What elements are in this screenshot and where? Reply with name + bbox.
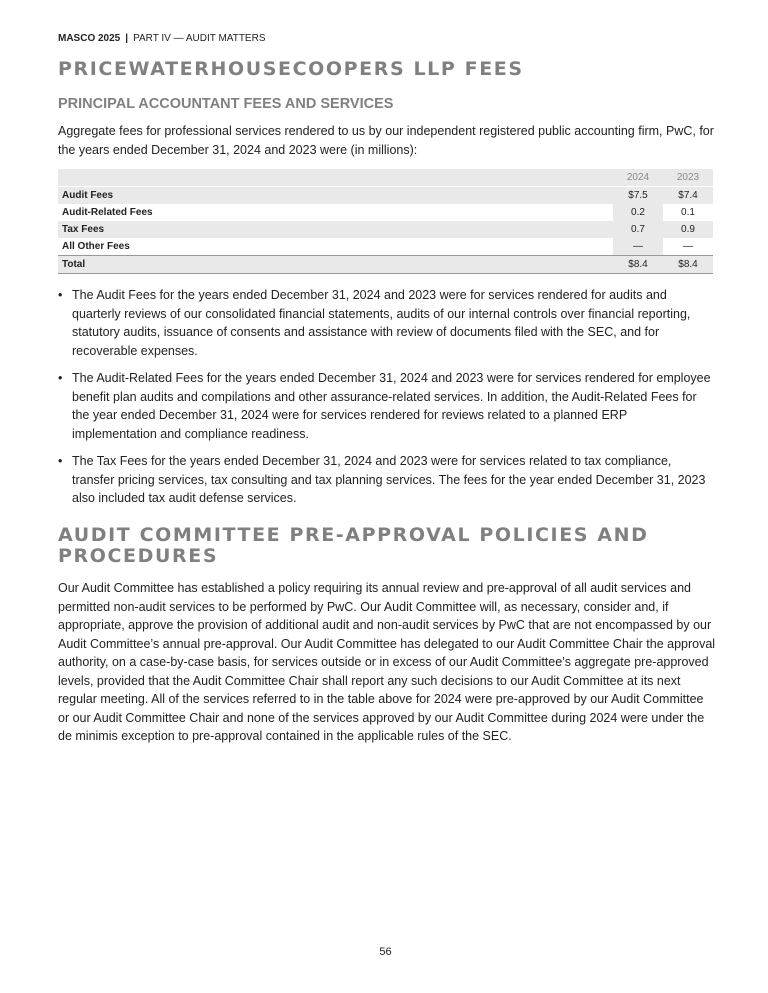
- bullet-marker: •: [58, 371, 63, 385]
- column-header-2023: 2023: [663, 169, 713, 187]
- fees-table: [58, 169, 713, 274]
- list-item: [58, 369, 713, 443]
- fees-section-title: PRICEWATERHOUSECOOPERS LLP FEES: [58, 58, 524, 80]
- fees-intro-paragraph: Aggregate fees for professional services rendered to us by our independent registered public accounting firm, PwC, for the years ended December 31, 2024 and 2023 were (in millions):: [58, 124, 714, 157]
- list-item: [58, 286, 713, 360]
- cell-2023: $7.4: [663, 187, 713, 205]
- row-label: Total: [58, 256, 613, 274]
- bullet-text: The Audit-Related Fees for the years ended December 31, 2024 and 2023 were for services rendered for employee benefit plan audits and compilations and other assurance-related services. In addition, the Audit-Related Fees for the year ended December 31, 2024 were for services rendered for reviews related to a planned ERP implementation and compliance readiness.: [72, 371, 711, 441]
- cell-2023: $8.4: [663, 256, 713, 274]
- fee-notes-list: [58, 286, 713, 517]
- table-row-tax-fees: [58, 221, 713, 238]
- cell-2023: —: [683, 241, 693, 252]
- cell-2024: $8.4: [613, 256, 663, 274]
- header-section: PART IV — AUDIT MATTERS: [133, 33, 266, 44]
- cell-2024: 0.7: [613, 221, 663, 238]
- table-row-all-other-fees: [58, 238, 713, 256]
- cell-2024: —: [613, 238, 663, 256]
- page-number: 56: [379, 946, 392, 958]
- table-row-audit-fees: [58, 187, 713, 205]
- bullet-marker: •: [58, 454, 63, 468]
- bullet-text: The Tax Fees for the years ended December 31, 2024 and 2023 were for services related to tax compliance, transfer pricing services, tax consulting and tax planning services. The fees for the year ended December 31, 2023 also included tax audit defense services.: [72, 454, 706, 505]
- list-item: [58, 452, 713, 508]
- fees-subheading: PRINCIPAL ACCOUNTANT FEES AND SERVICES: [58, 96, 394, 112]
- header-separator: |: [125, 33, 129, 44]
- row-label: Audit Fees: [58, 187, 613, 205]
- preapproval-paragraph: Our Audit Committee has established a policy requiring its annual review and pre-approval of all audit services and permitted non-audit services to be performed by PwC. Our Audit Committee will, as necessary, consider and, if appropriate, approve the provision of additional audit and non-audit services by PwC that are not encompassed by our Audit Committee’s annual pre-approval. Our Audit Committee has delegated to our Audit Committee Chair the approval authority, on a case-by-case basis, for services outside or in excess of our Audit Committee’s aggregate pre-approved levels, provided that the Audit Committee Chair shall report any such decisions to our Audit Committee at its next regular meeting. All of the services referred to in the table above for 2024 were pre-approved by our Audit Committee or our Audit Committee Chair and none of the services approved by our Audit Committee during 2024 were under the de minimis exception to pre-approval contained in the applicable rules of the SEC.: [58, 581, 716, 743]
- cell-2023: 0.1: [681, 207, 695, 218]
- cell-2024: 0.2: [613, 204, 663, 221]
- row-label: All Other Fees: [62, 241, 130, 252]
- cell-2024: $7.5: [613, 187, 663, 205]
- row-label: Tax Fees: [58, 221, 613, 238]
- table-row-total: [58, 256, 713, 274]
- bullet-marker: •: [58, 288, 63, 302]
- row-label: Audit-Related Fees: [62, 207, 153, 218]
- table-row-audit-related-fees: [58, 204, 713, 221]
- table-header-label-cell: [58, 169, 613, 187]
- running-header: [58, 33, 266, 44]
- column-header-2024: 2024: [613, 169, 663, 187]
- bullet-text: The Audit Fees for the years ended December 31, 2024 and 2023 were for services rendered for audits and quarterly reviews of our consolidated financial statements, audits of our internal controls over financial reporting, statutory audits, issuance of consents and assistance with review of documents filed with the SEC, and for recoverable expenses.: [72, 288, 691, 358]
- cell-2023: 0.9: [663, 221, 713, 238]
- company-name: MASCO 2025: [58, 33, 121, 44]
- table-header-row: [58, 169, 713, 187]
- preapproval-section-title: AUDIT COMMITTEE PRE-APPROVAL POLICIES AND PROCEDURES: [58, 524, 649, 567]
